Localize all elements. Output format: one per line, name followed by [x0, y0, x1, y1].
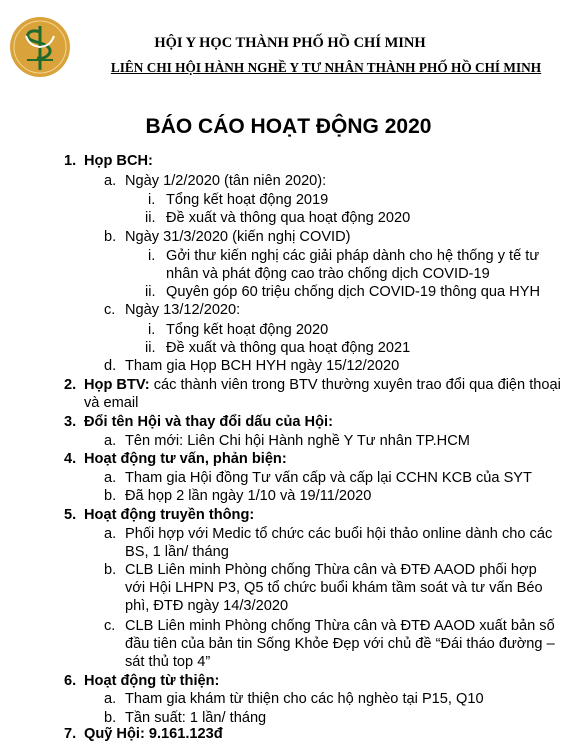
section-2-heading: Họp BTV:: [84, 377, 150, 394]
section-7-number: 7.: [64, 725, 77, 742]
list-item: Gởi thư kiến nghị các giải pháp dành cho hệ thống y tế tư: [166, 247, 540, 264]
list-marker: i.: [148, 192, 156, 209]
list-marker: a.: [104, 691, 117, 708]
section-5-number: 5.: [64, 506, 77, 523]
list-marker: ii.: [145, 339, 156, 356]
list-item: Tổng kết hoạt động 2020: [166, 321, 329, 338]
organization-name: HỘI Y HỌC THÀNH PHỐ HỒ CHÍ MINH: [154, 35, 426, 51]
list-item-continuation: với Hội LHPN P3, Q5 tổ chức buổi khám tầm soát và tư vấn Béo: [125, 580, 543, 597]
list-item: Quyên góp 60 triệu chống dịch COVID-19 thông qua HYH: [166, 284, 540, 301]
list-marker: i.: [148, 321, 156, 338]
list-item: Đề xuất và thông qua hoạt động 2021: [166, 339, 411, 356]
list-marker: a.: [104, 432, 117, 449]
list-marker: b.: [104, 228, 117, 245]
list-item: CLB Liên minh Phòng chống Thừa cân và ĐTĐ AAOD phối hợp: [125, 562, 537, 579]
list-marker: i.: [148, 247, 156, 264]
section-4-number: 4.: [64, 450, 77, 467]
page-title: BÁO CÁO HOẠT ĐỘNG 2020: [145, 115, 432, 138]
association-logo: [9, 16, 71, 78]
section-2-text: các thành viên trong BTV thường xuyên trao đổi qua điện thoại: [149, 377, 561, 394]
list-item: Tần suất: 1 lần/ tháng: [125, 709, 267, 726]
list-marker: c.: [104, 302, 116, 319]
list-marker: a.: [104, 470, 117, 487]
section-1-number: 1.: [64, 153, 77, 169]
list-item-continuation: sát thủ top 4”: [125, 654, 211, 671]
list-item-continuation: BS, 1 lần/ tháng: [125, 543, 229, 560]
list-item: Đề xuất và thông qua hoạt động 2020: [166, 210, 411, 227]
list-marker: c.: [104, 617, 116, 634]
list-marker: ii.: [145, 284, 156, 301]
list-item: Đã họp 2 lần ngày 1/10 và 19/11/2020: [125, 488, 372, 505]
branch-name: LIÊN CHI HỘI HÀNH NGHỀ Y TƯ NHÂN THÀNH PHỐ HỒ CHÍ MINH: [110, 60, 542, 75]
section-2-line: [84, 376, 561, 394]
section-4-heading: Hoạt động tư vấn, phản biện:: [84, 450, 287, 467]
list-marker: a.: [104, 525, 117, 542]
list-marker: d.: [104, 358, 117, 374]
list-item-continuation: phì, ĐTĐ ngày 14/3/2020: [125, 598, 289, 615]
list-item-continuation: đầu tiên của bản tin Sống Khỏe Đẹp với chủ đề “Đái tháo đường –: [125, 635, 555, 652]
section-1-heading: Họp BCH:: [84, 153, 153, 169]
list-item: Tổng kết hoạt động 2019: [166, 192, 329, 209]
list-item: Tên mới: Liên Chi hội Hành nghề Y Tư nhân TP.HCM: [125, 432, 470, 449]
section-6-heading: Hoạt động từ thiện:: [84, 673, 220, 690]
list-marker: b.: [104, 488, 117, 505]
section-2-number: 2.: [64, 377, 77, 394]
list-item-continuation: nhân và phát động cao trào chống dịch COVID-19: [166, 266, 490, 283]
section-3-number: 3.: [64, 413, 77, 430]
list-marker: ii.: [145, 210, 156, 227]
list-marker: b.: [104, 562, 117, 579]
section-5-heading: Hoạt động truyền thông:: [84, 506, 255, 523]
list-item: Phối hợp với Medic tổ chức các buổi hội thảo online dành cho các: [125, 525, 553, 542]
section-6-number: 6.: [64, 673, 77, 690]
section-3-heading: Đổi tên Hội và thay đổi dấu của Hội:: [84, 413, 333, 430]
list-item: CLB Liên minh Phòng chống Thừa cân và ĐTĐ AAOD xuất bản số: [125, 617, 555, 634]
list-item: Ngày 31/3/2020 (kiến nghị COVID): [125, 228, 351, 245]
list-item: Tham gia Hội đồng Tư vấn cấp và cấp lại CCHN KCB của SYT: [125, 470, 532, 487]
list-marker: a.: [104, 173, 117, 190]
section-2-text-continuation: và email: [84, 395, 139, 412]
section-7-heading: Quỹ Hội: 9.161.123đ: [84, 725, 223, 742]
list-marker: b.: [104, 709, 117, 726]
list-item: Tham gia khám từ thiện cho các hộ nghèo tại P15, Q10: [125, 691, 484, 708]
list-item: Ngày 13/12/2020:: [125, 302, 241, 319]
list-item: Ngày 1/2/2020 (tân niên 2020):: [125, 173, 327, 190]
list-item: Tham gia Họp BCH HYH ngày 15/12/2020: [125, 358, 400, 374]
